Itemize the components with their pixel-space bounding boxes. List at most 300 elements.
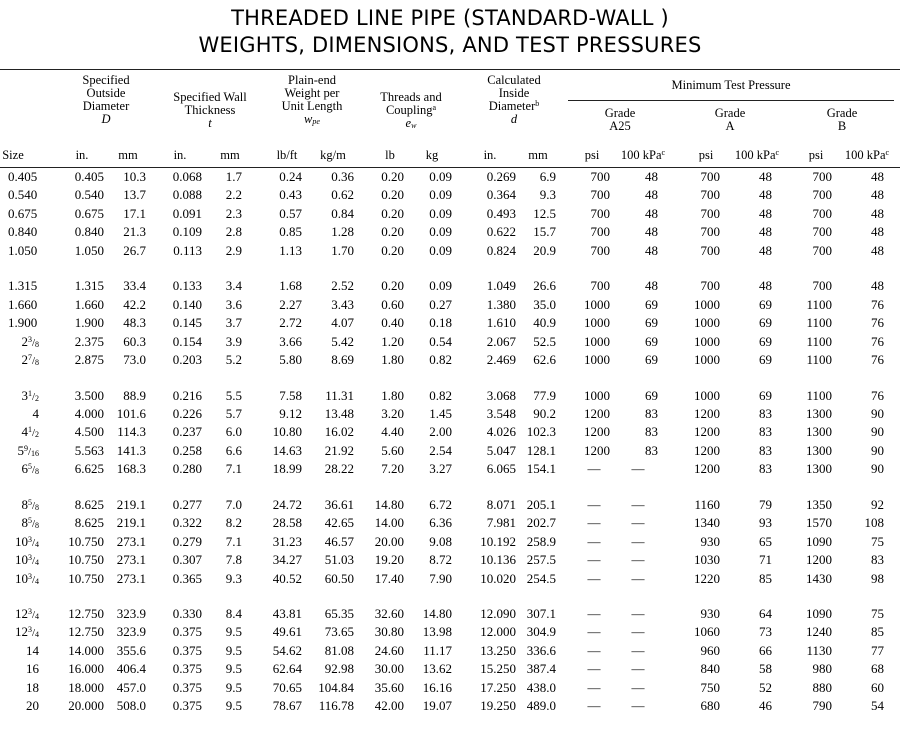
- table-cell: 69: [759, 315, 772, 331]
- table-cell: —: [631, 698, 645, 714]
- table-cell: 1200: [694, 405, 720, 421]
- table-cell: 66: [759, 642, 772, 658]
- size-cell: 0.675: [8, 205, 38, 221]
- table-cell: 76: [871, 315, 884, 331]
- table-cell: 83: [645, 405, 658, 421]
- table-cell: 1.380: [486, 296, 516, 312]
- table-cell: 81.08: [324, 642, 354, 658]
- table-cell: 1000: [694, 333, 720, 349]
- table-cell: 0.09: [429, 187, 452, 203]
- table-cell: 42.00: [374, 698, 404, 714]
- table-cell: 76: [871, 333, 884, 349]
- table-cell: 20.000: [68, 698, 104, 714]
- table-cell: 17.250: [480, 679, 516, 695]
- table-cell: 92: [871, 496, 884, 512]
- table-cell: 323.9: [116, 606, 146, 621]
- table-cell: 71: [759, 552, 772, 568]
- table-cell: 0.140: [172, 296, 202, 312]
- table-cell: 750: [700, 679, 720, 695]
- size-cell: $2^3/_8$: [21, 333, 39, 349]
- table-cell: 88.9: [123, 387, 146, 403]
- table-cell: 48: [871, 169, 884, 184]
- table-cell: 960: [700, 642, 720, 658]
- table-cell: 0.216: [172, 387, 202, 403]
- table-cell: 700: [700, 242, 720, 258]
- table-cell: 79: [759, 496, 772, 512]
- table-cell: 0.330: [172, 606, 202, 621]
- table-cell: 9.12: [279, 405, 302, 421]
- table-cell: 3.43: [331, 296, 354, 312]
- table-cell: 75: [871, 533, 884, 549]
- table-cell: 930: [700, 533, 720, 549]
- table-cell: 85: [871, 624, 884, 640]
- header-wall-thickness: Specified Wall Thickness t: [173, 90, 247, 130]
- table-cell: 0.226: [172, 405, 202, 421]
- table-cell: 26.6: [533, 278, 556, 294]
- table-cell: 7.20: [381, 461, 404, 477]
- table-cell: 0.824: [486, 242, 516, 258]
- table-cell: —: [631, 624, 645, 640]
- table-cell: 1200: [694, 442, 720, 458]
- table-cell: 19.250: [480, 698, 516, 714]
- table-cell: 1090: [806, 533, 832, 549]
- table-cell: 6.625: [74, 461, 104, 477]
- table-cell: 1300: [806, 405, 832, 421]
- table-cell: 24.72: [272, 496, 302, 512]
- table-cell: 930: [700, 606, 720, 621]
- table-cell: 0.27: [429, 296, 452, 312]
- table-cell: 2.875: [74, 352, 104, 368]
- table-cell: 0.068: [172, 169, 202, 184]
- table-cell: 5.047: [486, 442, 516, 458]
- table-cell: 0.364: [486, 187, 516, 203]
- table-cell: 1000: [694, 315, 720, 331]
- table-cell: 2.067: [486, 333, 516, 349]
- unit-label: psi: [698, 148, 714, 162]
- table-cell: 8.72: [429, 552, 452, 568]
- table-cell: 5.563: [74, 442, 104, 458]
- table-cell: 90.2: [533, 405, 556, 421]
- table-cell: 508.0: [116, 698, 146, 714]
- table-cell: 10.136: [480, 552, 516, 568]
- table-cell: 1160: [694, 496, 720, 512]
- table-cell: 0.85: [279, 224, 302, 240]
- header-inside-diameter: Calculated Inside Diameter$^b$ d: [487, 73, 541, 126]
- table-cell: 1200: [584, 442, 610, 458]
- table-cell: 3.6: [225, 296, 242, 312]
- table-cell: 102.3: [526, 424, 556, 440]
- table-cell: —: [587, 642, 601, 658]
- table-cell: 0.375: [172, 624, 202, 640]
- table-cell: 1.28: [331, 224, 354, 240]
- table-cell: 48: [759, 242, 772, 258]
- size-cell: 0.405: [8, 169, 38, 184]
- table-cell: 75: [871, 606, 884, 621]
- table-cell: 48: [871, 278, 884, 294]
- table-cell: 14.63: [272, 442, 302, 458]
- table-cell: —: [631, 461, 645, 477]
- table-cell: 9.5: [225, 698, 242, 714]
- table-cell: 7.0: [225, 496, 242, 512]
- table-cell: 1.13: [279, 242, 302, 258]
- table-cell: 13.98: [422, 624, 452, 640]
- table-cell: 9.5: [225, 642, 242, 658]
- table-cell: 0.375: [172, 698, 202, 714]
- table-cell: 3.4: [225, 278, 242, 294]
- table-cell: 202.7: [526, 515, 556, 531]
- size-cell: $3^1/_2$: [21, 387, 39, 403]
- table-cell: 0.269: [486, 169, 516, 184]
- table-cell: 880: [812, 679, 832, 695]
- table-cell: 0.20: [381, 242, 404, 258]
- size-cell: 1.050: [8, 242, 38, 258]
- size-cell: 16: [26, 661, 39, 677]
- table-cell: —: [587, 496, 601, 512]
- table-cell: 1200: [584, 424, 610, 440]
- size-cell: 1.900: [8, 315, 38, 331]
- table-cell: 52.5: [533, 333, 556, 349]
- table-cell: 6.72: [429, 496, 452, 512]
- table-cell: 0.20: [381, 187, 404, 203]
- size-cell: 0.840: [8, 224, 38, 240]
- size-cell: $2^7/_8$: [21, 352, 39, 368]
- table-cell: 2.52: [331, 278, 354, 294]
- table-cell: 48: [645, 242, 658, 258]
- table-cell: 13.250: [480, 642, 516, 658]
- table-cell: 0.20: [381, 205, 404, 221]
- table-cell: —: [587, 661, 601, 677]
- table-cell: 76: [871, 296, 884, 312]
- table-cell: —: [587, 624, 601, 640]
- table-cell: 8.625: [74, 496, 104, 512]
- table-cell: 0.622: [486, 224, 516, 240]
- table-cell: 90: [871, 405, 884, 421]
- table-cell: —: [631, 552, 645, 568]
- table-cell: 0.43: [279, 187, 302, 203]
- table-cell: 48: [645, 205, 658, 221]
- table-cell: 54.62: [272, 642, 302, 658]
- table-cell: 12.000: [480, 624, 516, 640]
- table-cell: 2.3: [225, 205, 242, 221]
- table-cell: 69: [759, 296, 772, 312]
- table-cell: 387.4: [526, 661, 556, 677]
- table-cell: 30.80: [374, 624, 404, 640]
- table-cell: 77: [871, 642, 884, 658]
- table-cell: 3.500: [74, 387, 104, 403]
- table-cell: 19.20: [374, 552, 404, 568]
- table-cell: 7.981: [486, 515, 516, 531]
- table-cell: 35.60: [374, 679, 404, 695]
- table-cell: 8.69: [331, 352, 354, 368]
- table-cell: 700: [700, 205, 720, 221]
- table-cell: 6.9: [539, 169, 556, 184]
- table-cell: 0.40: [381, 315, 404, 331]
- table-cell: 1.050: [74, 242, 104, 258]
- table-cell: 0.405: [74, 169, 104, 184]
- table-cell: 0.09: [429, 205, 452, 221]
- table-cell: 700: [590, 242, 610, 258]
- unit-label: mm: [220, 148, 240, 162]
- unit-label: in.: [75, 148, 89, 162]
- table-cell: 15.7: [533, 224, 556, 240]
- table-cell: 5.5: [225, 387, 242, 403]
- table-cell: 70.65: [272, 679, 302, 695]
- table-cell: 85: [759, 570, 772, 586]
- table-cell: 64: [759, 606, 772, 621]
- table-cell: 14.80: [374, 496, 404, 512]
- table-cell: 48: [759, 187, 772, 203]
- table-cell: 1.049: [486, 278, 516, 294]
- table-cell: 48: [645, 169, 658, 184]
- unit-label: kg/m: [320, 148, 346, 162]
- table-cell: 12.750: [68, 606, 104, 621]
- table-cell: 60.3: [123, 333, 146, 349]
- table-cell: 48: [871, 205, 884, 221]
- table-cell: 700: [590, 169, 610, 184]
- table-cell: 8.071: [486, 496, 516, 512]
- table-cell: 680: [700, 698, 720, 714]
- table-cell: —: [587, 461, 601, 477]
- table-cell: 3.27: [429, 461, 452, 477]
- table-cell: 9.5: [225, 624, 242, 640]
- grade-rule: [568, 100, 894, 101]
- table-cell: 52: [759, 679, 772, 695]
- table-cell: 1300: [806, 461, 832, 477]
- table-cell: 69: [645, 352, 658, 368]
- table-cell: 7.1: [225, 533, 242, 549]
- table-cell: 0.20: [381, 169, 404, 184]
- table-cell: 2.54: [429, 442, 452, 458]
- table-cell: 83: [645, 442, 658, 458]
- table-cell: 257.5: [526, 552, 556, 568]
- table-cell: 0.675: [74, 205, 104, 221]
- table-cell: 54: [871, 698, 884, 714]
- table-cell: 0.365: [172, 570, 202, 586]
- size-cell: $12^3/_4$: [14, 624, 39, 640]
- table-cell: 18.99: [272, 461, 302, 477]
- table-cell: 16.16: [422, 679, 452, 695]
- table-cell: 355.6: [116, 642, 146, 658]
- table-cell: 0.54: [429, 333, 452, 349]
- table-cell: 9.5: [225, 661, 242, 677]
- table-cell: —: [631, 496, 645, 512]
- table-cell: 48: [871, 242, 884, 258]
- unit-label: psi: [808, 148, 824, 162]
- table-cell: 700: [812, 242, 832, 258]
- table-cell: 980: [812, 661, 832, 677]
- size-cell: $12^3/_4$: [14, 606, 39, 621]
- table-cell: —: [587, 515, 601, 531]
- table-cell: 83: [759, 461, 772, 477]
- table-cell: 8.2: [225, 515, 242, 531]
- table-cell: 62.64: [272, 661, 302, 677]
- table-cell: 700: [590, 278, 610, 294]
- table-cell: 0.09: [429, 242, 452, 258]
- size-cell: $8^5/_8$: [21, 515, 39, 531]
- header-od: Specified Outside Diameter D: [82, 73, 130, 126]
- table-cell: 48.3: [123, 315, 146, 331]
- table-cell: 48: [871, 187, 884, 203]
- table-cell: —: [631, 606, 645, 621]
- table-cell: 700: [812, 187, 832, 203]
- table-cell: 83: [759, 442, 772, 458]
- table-cell: 0.109: [172, 224, 202, 240]
- table-cell: 0.24: [279, 169, 302, 184]
- table-cell: 2.27: [279, 296, 302, 312]
- table-cell: 4.07: [331, 315, 354, 331]
- table-cell: 336.6: [526, 642, 556, 658]
- table-cell: —: [587, 570, 601, 586]
- table-cell: 21.92: [324, 442, 354, 458]
- size-cell: 4: [32, 405, 39, 421]
- table-cell: 0.375: [172, 642, 202, 658]
- table-cell: 6.065: [486, 461, 516, 477]
- table-cell: 83: [759, 424, 772, 440]
- unit-label: lb/ft: [276, 148, 298, 162]
- size-cell: $8^5/_8$: [21, 496, 39, 512]
- table-cell: 1.45: [429, 405, 452, 421]
- table-cell: 101.6: [116, 405, 146, 421]
- table-cell: 16.000: [68, 661, 104, 677]
- table-cell: 0.133: [172, 278, 202, 294]
- table-cell: 3.20: [381, 405, 404, 421]
- table-cell: 48: [759, 169, 772, 184]
- table-cell: 1340: [694, 515, 720, 531]
- table-cell: 1000: [584, 352, 610, 368]
- table-cell: 1200: [694, 461, 720, 477]
- table-cell: 14.00: [374, 515, 404, 531]
- size-cell: $10^3/_4$: [14, 533, 39, 549]
- table-cell: 43.81: [272, 606, 302, 621]
- table-cell: 258.9: [526, 533, 556, 549]
- table-cell: 0.088: [172, 187, 202, 203]
- table-cell: 1060: [694, 624, 720, 640]
- table-cell: 1.315: [74, 278, 104, 294]
- table-cell: 0.09: [429, 169, 452, 184]
- table-cell: 2.375: [74, 333, 104, 349]
- table-cell: 48: [871, 224, 884, 240]
- table-cell: 28.22: [324, 461, 354, 477]
- table-cell: 69: [645, 387, 658, 403]
- table-cell: 58: [759, 661, 772, 677]
- table-cell: 20.9: [533, 242, 556, 258]
- table-cell: —: [631, 533, 645, 549]
- table-cell: 1130: [806, 642, 832, 658]
- table-cell: 5.80: [279, 352, 302, 368]
- table-cell: 73.0: [123, 352, 146, 368]
- table-cell: —: [631, 679, 645, 695]
- table-cell: 1240: [806, 624, 832, 640]
- table-cell: 69: [645, 315, 658, 331]
- table-cell: 73.65: [324, 624, 354, 640]
- table-cell: 700: [700, 278, 720, 294]
- table-cell: 0.277: [172, 496, 202, 512]
- table-cell: 1430: [806, 570, 832, 586]
- table-cell: 98: [871, 570, 884, 586]
- table-cell: 48: [645, 187, 658, 203]
- table-cell: 254.5: [526, 570, 556, 586]
- table-cell: 76: [871, 387, 884, 403]
- table-cell: —: [631, 661, 645, 677]
- table-cell: 3.9: [225, 333, 242, 349]
- table-cell: 1.610: [486, 315, 516, 331]
- table-cell: 69: [759, 352, 772, 368]
- table-cell: 1200: [806, 552, 832, 568]
- table-cell: 60: [871, 679, 884, 695]
- table-cell: 219.1: [116, 515, 146, 531]
- table-cell: 1.7: [225, 169, 242, 184]
- table-cell: 90: [871, 461, 884, 477]
- table-cell: 2.72: [279, 315, 302, 331]
- table-cell: 307.1: [526, 606, 556, 621]
- table-cell: 10.020: [480, 570, 516, 586]
- size-cell: 18: [26, 679, 39, 695]
- table-cell: 3.66: [279, 333, 302, 349]
- table-cell: 51.03: [324, 552, 354, 568]
- table-cell: 0.82: [429, 352, 452, 368]
- table-cell: 168.3: [116, 461, 146, 477]
- table-cell: 14.80: [422, 606, 452, 621]
- table-cell: 0.280: [172, 461, 202, 477]
- unit-label: in.: [173, 148, 187, 162]
- table-cell: 68: [871, 661, 884, 677]
- table-cell: —: [631, 570, 645, 586]
- table-cell: 114.3: [117, 424, 146, 440]
- table-cell: 457.0: [116, 679, 146, 695]
- table-cell: 4.026: [486, 424, 516, 440]
- table-cell: 0.20: [381, 224, 404, 240]
- table-cell: 42.2: [123, 296, 146, 312]
- table-cell: 69: [759, 387, 772, 403]
- table-cell: 4.40: [381, 424, 404, 440]
- size-cell: $4^1/_2$: [21, 424, 39, 440]
- table-cell: 323.9: [116, 624, 146, 640]
- table-cell: 1100: [806, 296, 832, 312]
- table-cell: 7.58: [279, 387, 302, 403]
- table-cell: 10.750: [68, 533, 104, 549]
- table-cell: 60.50: [324, 570, 354, 586]
- table-cell: 104.84: [318, 679, 354, 695]
- table-cell: —: [631, 515, 645, 531]
- table-cell: 700: [812, 169, 832, 184]
- table-cell: 154.1: [526, 461, 556, 477]
- size-cell: 1.660: [8, 296, 38, 312]
- table-cell: 700: [700, 187, 720, 203]
- table-cell: 78.67: [272, 698, 302, 714]
- table-cell: 13.62: [422, 661, 452, 677]
- table-cell: 0.493: [486, 205, 516, 221]
- table-cell: 92.98: [324, 661, 354, 677]
- table-cell: 0.237: [172, 424, 202, 440]
- table-cell: 90: [871, 442, 884, 458]
- table-cell: 32.60: [374, 606, 404, 621]
- table-cell: 12.5: [533, 205, 556, 221]
- table-cell: 4.000: [74, 405, 104, 421]
- table-cell: 40.9: [533, 315, 556, 331]
- table-cell: 205.1: [526, 496, 556, 512]
- table-cell: 2.9: [225, 242, 242, 258]
- table-cell: 700: [700, 224, 720, 240]
- table-cell: 700: [812, 278, 832, 294]
- table-cell: 14.000: [68, 642, 104, 658]
- table-cell: 1000: [584, 333, 610, 349]
- table-cell: 1300: [806, 442, 832, 458]
- table-cell: 1.20: [381, 333, 404, 349]
- table-cell: 1.70: [331, 242, 354, 258]
- table-cell: 1000: [584, 296, 610, 312]
- table-cell: 2.8: [225, 224, 242, 240]
- table-cell: 2.2: [225, 187, 242, 203]
